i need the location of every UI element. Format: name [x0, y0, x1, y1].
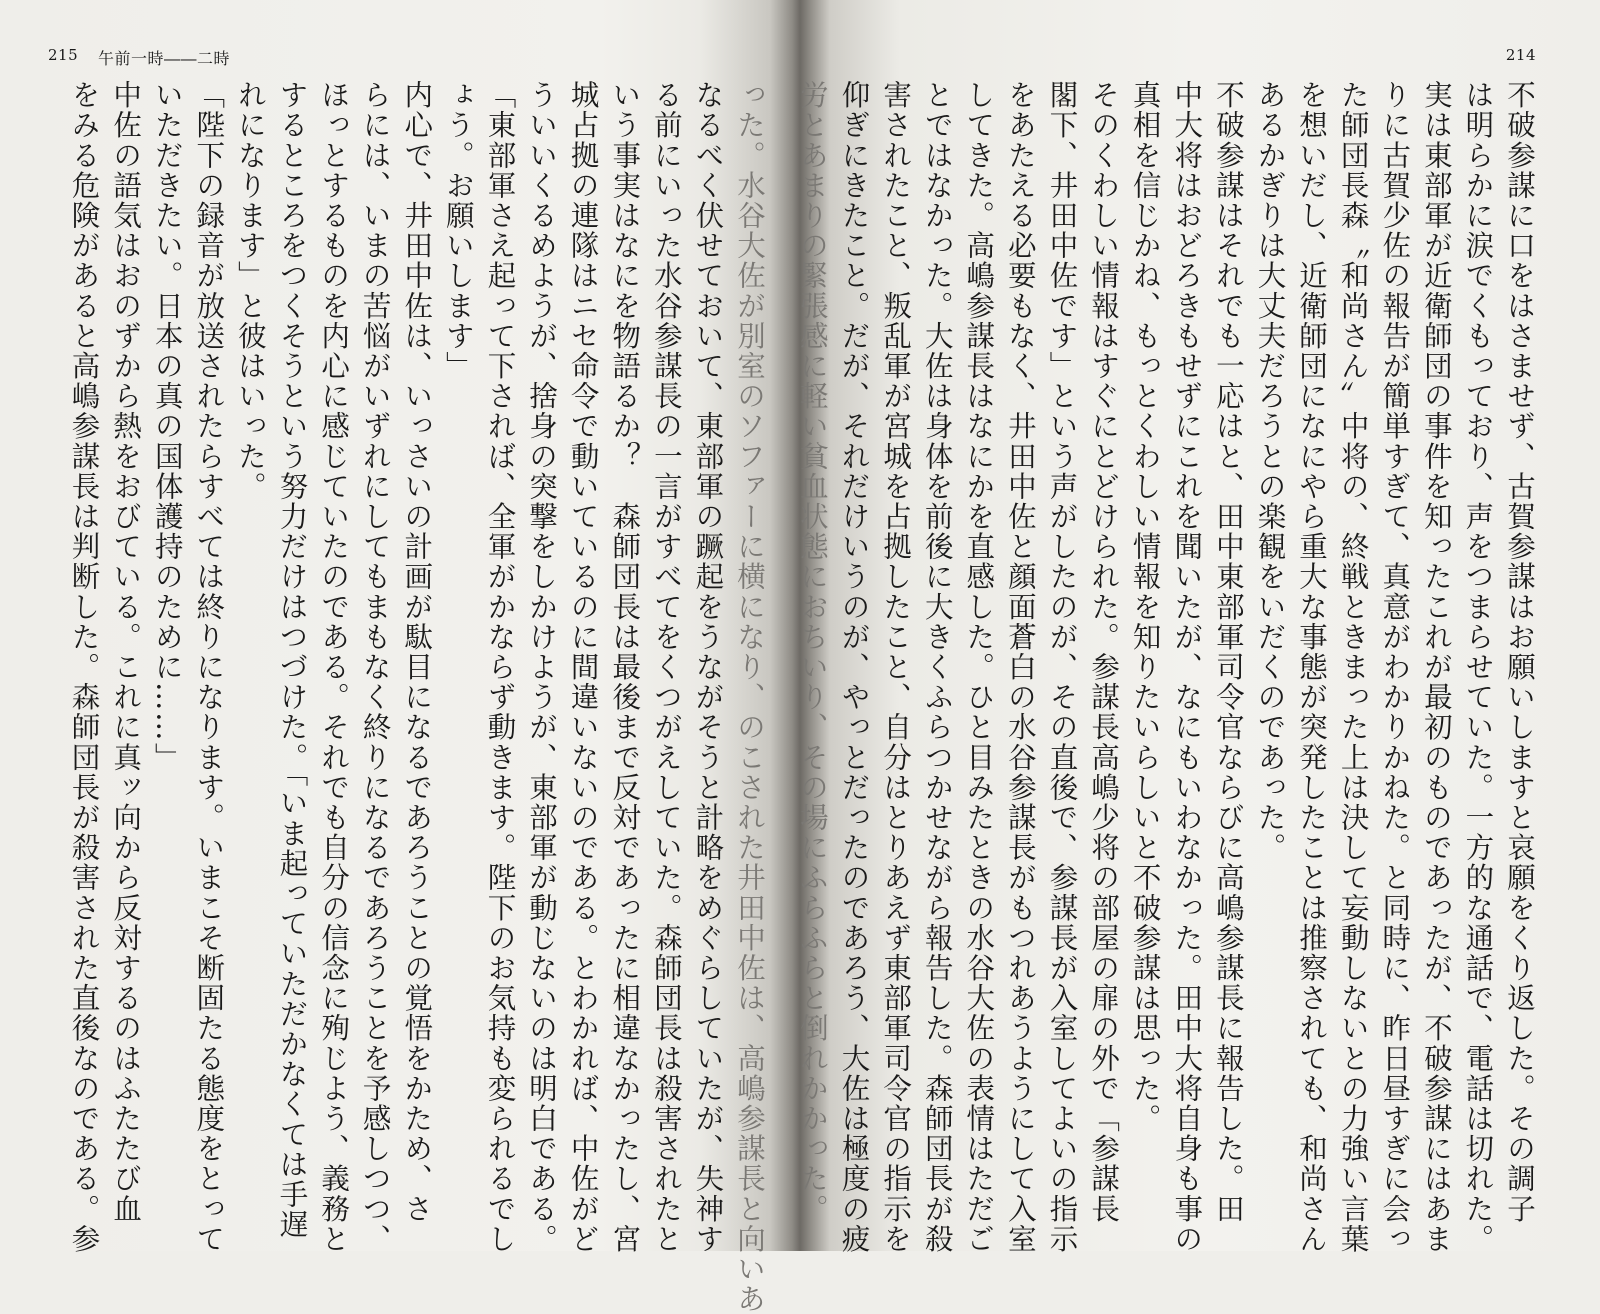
text-line: りに古賀少佐の報告が簡単すぎて、真意がわかりかねた。と同時に、昨日昼すぎに会っ: [1378, 80, 1412, 1254]
text-line: そのくわしい情報はすぐにとどけられた。参謀長高嶋少将の部屋の扉の外で「参謀長: [1087, 80, 1121, 1224]
text-line: らには、いまの苦悩がいずれにしてもまもなく終りになるであろうことを予感しつつ、: [358, 80, 392, 1254]
text-line: してきた。高嶋参謀長はなにかを直感した。ひと目みたときの水谷大佐の表情はただご: [962, 80, 996, 1254]
text-line: は明らかに涙でくもっており、声をつまらせていた。一方的な通話で、電話は切れた。: [1461, 80, 1495, 1254]
text-line: をあたえる必要もなく、井田中佐と顔面蒼白の水谷参謀長がもつれあうようにして入室: [1003, 80, 1037, 1254]
text-line: 仰ぎにきたこと。だが、それだけいうのが、やっとだったのであろう、大佐は極度の疲: [837, 80, 871, 1254]
text-line: するところをつくそうという努力だけはつづけた。「いま起っていただかなくては手遅: [275, 80, 309, 1240]
left-body-text: [40, 80, 770, 1314]
text-line: 真相を信じかね、もっとくわしい情報を知りたいらしいと不破参謀は思った。: [1128, 80, 1162, 1134]
text-line: 「陛下の録音が放送されたらすべては終りになります。いまこそ断固たる態度をとって: [192, 80, 226, 1254]
text-line: 中大将はおどろきもせずにこれを聞いたが、なにもいわなかった。田中大将自身も事の: [1170, 80, 1204, 1254]
text-line: をみる危険があると高嶋参謀長は判断した。森師団長が殺害された直後なのである。参: [67, 80, 101, 1254]
text-line: 「東部軍さえ起って下されば、全軍がかならず動きます。陛下のお気持も変られるでし: [483, 80, 517, 1254]
text-line: いただきたい。日本の真の国体護持のために……」: [150, 80, 184, 773]
running-head: 午前一時――二時: [98, 49, 231, 68]
text-line: れになります」と彼はいった。: [233, 80, 267, 502]
text-line: 内心で、井田中佐は、いっさいの計画が駄目になるであろうことの覚悟をかため、さ: [400, 80, 434, 1224]
text-line: 中佐の語気はおのずから熱をおびている。これに真ッ向から反対するのはふたたび血: [109, 80, 143, 1224]
text-line: ういいくるめようが、捨身の突撃をしかけようが、東部軍が動じないのは明白である。: [525, 80, 559, 1254]
text-line: を想いだし、近衛師団になにやら重大な事態が突発したことは推察されても、和尚さん: [1295, 80, 1329, 1254]
right-body-text: [795, 80, 1540, 1254]
text-line: あるかぎりは大丈夫だろうとの楽観をいだくのであった。: [1253, 80, 1287, 863]
text-line: とではなかった。大佐は身体を前後に大きくふらつかせながら報告した。森師団長が殺: [920, 80, 954, 1254]
text-line: た師団長森〝和尚さん〟中将の、終戦ときまった上は決して妄動しないとの力強い言葉: [1336, 80, 1370, 1254]
text-line: 不破参謀はそれでも一応はと、田中東部軍司令官ならびに高嶋参謀長に報告した。田: [1211, 80, 1245, 1224]
text-line: 閣下、井田中佐です」という声がしたのが、その直後で、参謀長が入室してよいの指示: [1045, 80, 1079, 1254]
left-page: [0, 0, 790, 1314]
text-line: った。水谷大佐が別室のソファーに横になり、のこされた井田中佐は、高嶋参謀長と向いあ: [733, 80, 766, 1314]
text-line: 害されたこと、叛乱軍が宮城を占拠したこと、自分はとりあえず東部軍司令官の指示を: [879, 80, 913, 1254]
text-line: なるべく伏せておいて、東部軍の蹶起をうながそうと計略をめぐらしていたが、失神す: [691, 80, 725, 1254]
page-number: 215: [48, 46, 79, 64]
text-line: 実は東部軍が近衛師団の事件を知ったこれが最初のものであったが、不破参謀にはあま: [1419, 80, 1453, 1254]
text-line: ほっとするものを内心に感じていたのである。それでも自分の信念に殉じよう、義務と: [317, 80, 351, 1254]
text-line: 不破参謀に口をはさませず、古賀参謀はお願いしますと哀願をくり返した。その調子: [1503, 80, 1536, 1224]
text-line: 労とあまりの緊張感に軽い貧血状態におちいり、その場にふらふらと倒れかかった。: [795, 80, 829, 1224]
page-number: 214: [1505, 46, 1536, 64]
text-line: る前にいった水谷参謀長の一言がすべてをくつがえしていた。森師団長は殺害されたと: [649, 80, 683, 1254]
text-line: ょう。お願いします」: [441, 80, 475, 381]
text-line: いう事実はなにを物語るか？ 森師団長は最後まで反対であったに相違なかったし、宮: [608, 80, 642, 1254]
text-line: 城占拠の連隊はニセ命令で動いているのに間違いないのである。とわかれば、中佐がど: [566, 80, 600, 1254]
